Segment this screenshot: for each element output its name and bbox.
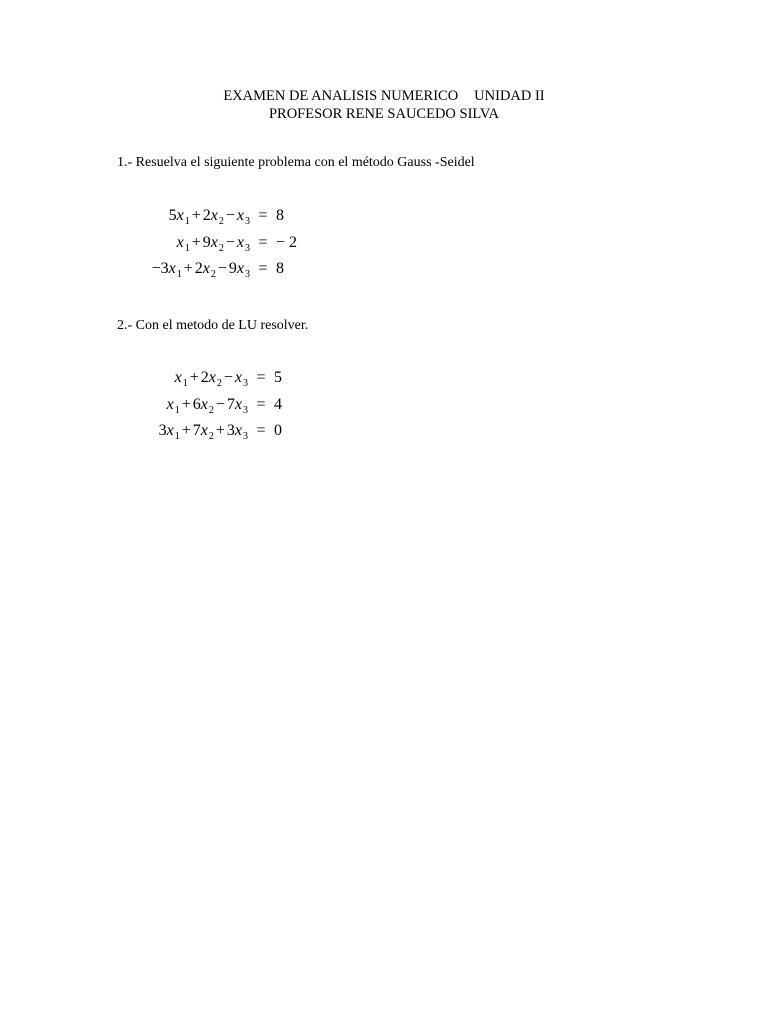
variable-subscript: 1: [184, 216, 190, 227]
question-2-text: 2.- Con el metodo de LU resolver.: [117, 318, 309, 333]
equation-rhs: 4: [274, 395, 282, 413]
exam-unit: UNIDAD II: [474, 88, 545, 104]
equation-term: [237, 234, 250, 252]
variable: x: [210, 233, 218, 251]
equation-system-2: [140, 369, 282, 449]
variable: x: [168, 260, 176, 277]
equation-lhs: [140, 369, 248, 387]
coefficient: 3: [226, 422, 235, 439]
variable-subscript: 3: [243, 431, 248, 442]
variable-subscript: 2: [218, 242, 224, 254]
variable: x: [166, 395, 174, 413]
variable: x: [236, 207, 244, 224]
equals-sign: =: [258, 207, 268, 224]
coefficient: 6: [192, 395, 201, 413]
variable: x: [208, 369, 216, 386]
operator: +: [181, 395, 191, 413]
operator: +: [181, 422, 191, 439]
equation-row: [115, 260, 297, 287]
operator: −: [223, 369, 233, 386]
coefficient: 5: [168, 207, 177, 224]
exam-title: EXAMEN DE ANALISIS NUMERICO: [223, 88, 459, 104]
equation-row: [140, 396, 282, 423]
equation-term: [227, 396, 248, 414]
question-1-text: 1.- Resuelva el siguiente problema con el método Gauss -Seidel: [117, 155, 475, 170]
header-line-1: [0, 87, 768, 105]
equation-term: [201, 369, 222, 387]
variable-subscript: 2: [210, 269, 216, 280]
equals-sign: =: [256, 395, 266, 413]
coefficient: 7: [226, 395, 235, 413]
equation-lhs: [140, 422, 248, 440]
variable-subscript: 1: [176, 269, 182, 280]
coefficient: 2: [202, 207, 211, 224]
operator: +: [189, 369, 199, 386]
variable: x: [210, 207, 218, 224]
operator: +: [215, 422, 225, 439]
equation-lhs: [115, 260, 250, 278]
variable: x: [234, 422, 242, 439]
equation-row: [115, 234, 297, 261]
equation-row: [115, 207, 297, 234]
variable: x: [166, 422, 174, 439]
coefficient: 3: [158, 422, 167, 439]
equation-term: [169, 207, 190, 225]
equals-sign: =: [258, 260, 268, 277]
operator: −: [215, 395, 225, 413]
equals-sign: =: [258, 233, 268, 251]
operator: −: [225, 233, 235, 251]
operator: −: [225, 207, 235, 224]
coefficient: 7: [192, 422, 201, 439]
variable: x: [234, 369, 242, 386]
equation-row: [140, 422, 282, 449]
variable: x: [236, 233, 244, 251]
equation-term: [193, 422, 214, 440]
equation-lhs: [140, 396, 248, 414]
equation-term: [152, 260, 182, 278]
variable-subscript: 3: [245, 242, 250, 254]
equation-lhs: [115, 234, 250, 252]
equals-sign: =: [256, 422, 266, 439]
variable-subscript: 1: [174, 431, 180, 442]
equation-rhs: 8: [276, 260, 284, 277]
variable-subscript: 2: [208, 431, 214, 442]
operator: +: [183, 260, 193, 277]
equation-term: [159, 422, 180, 440]
variable: x: [236, 260, 244, 277]
variable: x: [200, 395, 208, 413]
equation-term: [237, 207, 250, 225]
coefficient: 9: [202, 233, 211, 251]
coefficient: 2: [200, 369, 209, 386]
variable-subscript: 2: [218, 216, 224, 227]
equation-system-1: [115, 207, 297, 287]
coefficient: 2: [194, 260, 203, 277]
variable-subscript: 3: [245, 216, 250, 227]
variable: x: [234, 395, 242, 413]
variable-subscript: 2: [208, 404, 214, 416]
equation-rhs: − 2: [276, 233, 298, 251]
coefficient: 9: [228, 260, 237, 277]
variable-subscript: 1: [184, 242, 190, 254]
variable-subscript: 2: [216, 378, 222, 389]
variable-subscript: 3: [243, 404, 248, 416]
variable-subscript: 1: [182, 378, 188, 389]
equation-term: [227, 422, 248, 440]
variable: x: [200, 422, 208, 439]
variable-subscript: 1: [174, 404, 180, 416]
variable: x: [174, 369, 182, 386]
equation-term: [203, 207, 224, 225]
equation-term: [195, 260, 216, 278]
equation-term: [203, 234, 224, 252]
operator: +: [191, 207, 201, 224]
variable: x: [202, 260, 210, 277]
equation-term: [229, 260, 250, 278]
variable: x: [176, 233, 184, 251]
equation-term: [167, 396, 180, 414]
equals-sign: =: [256, 369, 266, 386]
equation-rhs: 5: [274, 369, 282, 386]
equation-row: [140, 369, 282, 396]
variable-subscript: 3: [243, 378, 248, 389]
equation-rhs: 8: [276, 207, 284, 224]
equation-lhs: [115, 207, 250, 225]
equation-term: [177, 234, 190, 252]
equation-term: [235, 369, 248, 387]
equation-rhs: 0: [274, 422, 282, 439]
variable-subscript: 3: [245, 269, 250, 280]
operator: +: [191, 233, 201, 251]
equation-term: [175, 369, 188, 387]
operator: −: [217, 260, 227, 277]
professor-name: PROFESOR RENE SAUCEDO SILVA: [268, 106, 500, 122]
equation-term: [193, 396, 214, 414]
coefficient: −3: [151, 260, 169, 277]
variable: x: [176, 207, 184, 224]
exam-header: [0, 87, 768, 123]
